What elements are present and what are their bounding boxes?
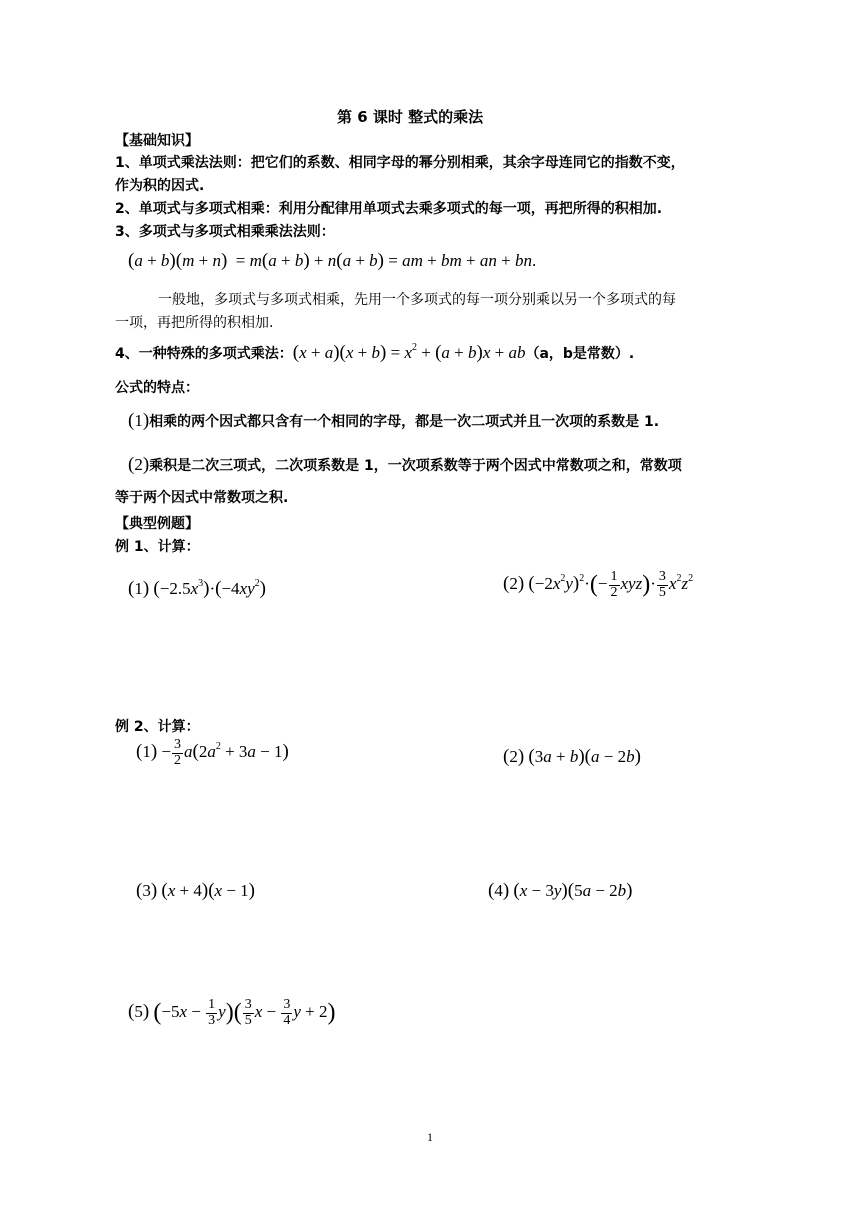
general-rule-line1: 一般地，多项式与多项式相乘，先用一个多项式的每一项分别乘以另一个多项式的每 [158, 292, 676, 308]
formula-special-product: $(x + a)(x + b) = x^2 + (a + b)x$ + ab [292, 342, 526, 363]
formula-poly-product: (a + b)(m + n) = m(a + b) + n(a + b) = am + bm + an + bn. [128, 250, 537, 271]
rule3: 3、多项式与多项式相乘乘法法则： [115, 224, 335, 240]
page-title: 第 6 课时 整式的乘法 [337, 108, 484, 126]
feature-2-line1: (2)乘积是二次三项式，二次项系数是 1，一次项系数等于两个因式中常数项之和，常数项 [128, 454, 682, 475]
example2-problem-1: (1) − $\frac{3}{2}$ $a(2a^2 + 3a - 1)$ [136, 737, 289, 768]
rule1-line2: 作为积的因式. [115, 178, 205, 194]
rule4-suffix: （a，b是常数）. [525, 346, 635, 362]
section-examples-heading: 【典型例题】 [115, 516, 199, 532]
section-basic-heading: 【基础知识】 [115, 133, 199, 149]
feature-1: (1)相乘的两个因式都只含有一个相同的字母，都是一次二项式并且一次项的系数是 1. [128, 410, 660, 431]
example2-problem-3: (3) (x + 4)(x − 1) [136, 880, 255, 901]
example2-problem-2: (2) (3a + b)(a − 2b) [503, 746, 641, 767]
example1-problem-2: (2) $(-2x^2y)^2\cdot(-$ $\frac{1}{2}$ xyz)· $\frac{3}{5}$ $x^2z^2$ [503, 569, 694, 600]
general-rule-line2: 一项，再把所得的积相加. [115, 315, 274, 331]
example2-problem-5: (5) (−5x − $\frac{1}{3}$ y)( $\frac{3}{5}$ x − $\frac{3}{4}$ y + 2) [128, 997, 336, 1028]
rule1-line1: 1、单项式乘法法则：把它们的系数、相同字母的幂分别相乘，其余字母连同它的指数不变， [115, 155, 685, 171]
example2-label: 例 2、计算： [115, 719, 200, 735]
feature-2-line2: 等于两个因式中常数项之积. [115, 490, 289, 506]
page-number: 1 [427, 1130, 433, 1144]
example1-label: 例 1、计算： [115, 539, 200, 555]
example1-problem-1: (1) $(-2.5x^3)\cdot(-4xy^2)$ [128, 578, 266, 599]
features-label: 公式的特点： [115, 380, 199, 396]
rule4-prefix: 4、一种特殊的多项式乘法： [115, 346, 293, 362]
rule2: 2、单项式与多项式相乘：利用分配律用单项式去乘多项式的每一项，再把所得的积相加. [115, 201, 663, 217]
example2-problem-4: (4) (x − 3y)(5a − 2b) [488, 880, 633, 901]
rule4 [115, 342, 634, 364]
